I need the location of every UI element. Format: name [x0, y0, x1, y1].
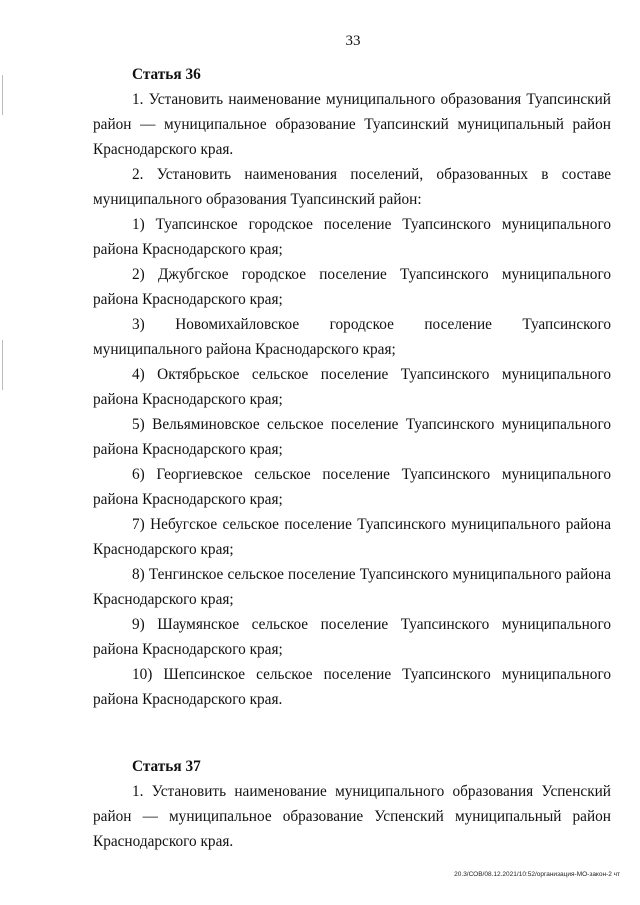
settlement-list-item: 10) Шепсинское сельское поселение Туапсинского муниципального района Краснодарского края. [93, 666, 611, 708]
settlement-list-item: 7) Небугское сельское поселение Туапсинского муниципального района Краснодарского края; [93, 516, 611, 558]
settlement-list-item: 6) Георгиевское сельское поселение Туапсинского муниципального района Краснодарского края; [93, 466, 611, 508]
settlement-list-item: 8) Тенгинское сельское поселение Туапсинского муниципального района Краснодарского края; [93, 566, 611, 608]
settlement-list-item: 9) Шаумянское сельское поселение Туапсинского муниципального района Краснодарского края; [93, 616, 611, 658]
article-37-paragraph: 1. Установить наименование муниципального образования Успенский район — муниципальное образование Успенский муниципальный район Краснодарского края. [93, 783, 611, 850]
margin-mark [2, 340, 3, 390]
settlement-list-item: 3) Новомихайловское городское поселение Туапсинского муниципального района Краснодарского края; [93, 316, 611, 358]
settlement-list-item: 2) Джубгское городское поселение Туапсинского муниципального района Краснодарского края; [93, 266, 611, 308]
article-36-paragraph: 1. Установить наименование муниципального образования Туапсинский район — муниципальное образование Туапсинский муниципальный район Краснодарского края. [93, 91, 611, 158]
page-number: 33 [345, 33, 361, 49]
footer-file-reference: 20.3/СОВ/08.12.2021/10:52/организация-МО-закон-2 чт [454, 871, 620, 878]
settlement-list-item: 1) Туапсинское городское поселение Туапсинского муниципального района Краснодарского края; [93, 216, 611, 258]
settlement-list-item: 5) Вельяминовское сельское поселение Туапсинского муниципального района Краснодарского края; [93, 416, 611, 458]
document-body [93, 62, 611, 854]
margin-mark [2, 75, 3, 115]
article-36-paragraph: 2. Установить наименования поселений, образованных в составе муниципального образования Туапсинский район: [93, 166, 611, 208]
settlement-list-item: 4) Октябрьское сельское поселение Туапсинского муниципального района Краснодарского края; [93, 366, 611, 408]
section-gap [93, 712, 611, 754]
article-37-heading: Статья 37 [132, 758, 201, 775]
article-36-heading: Статья 36 [132, 66, 201, 83]
